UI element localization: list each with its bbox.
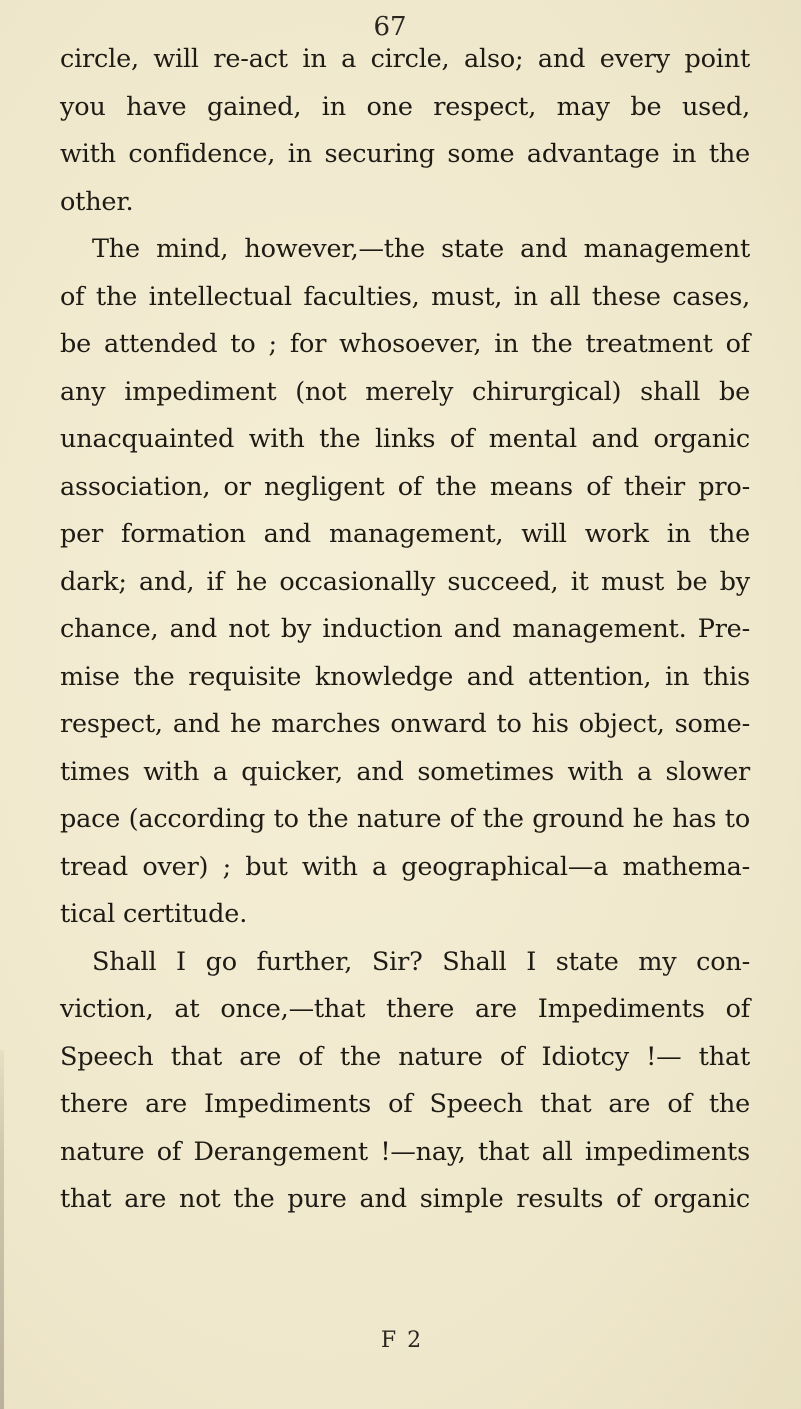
text-line: any impediment (not merely chirurgical) shall be — [60, 376, 750, 407]
text-line: dark; and, if he occasionally succeed, it must be by — [60, 566, 750, 597]
text-line: times with a quicker, and sometimes with a slower — [60, 756, 750, 787]
body-text — [60, 36, 750, 1224]
text-line: chance, and not by induction and management. Pre- — [60, 614, 750, 644]
text-line: that are not the pure and simple results of organic — [60, 1184, 750, 1214]
text-line: Shall I go further, Sir? Shall I state my con- — [92, 946, 750, 977]
text-line: you have gained, in one respect, may be used, — [60, 91, 750, 122]
text-line: circle, will re-act in a circle, also; and every point — [60, 44, 750, 74]
text-line: nature of Derangement !—nay, that all impediments — [60, 1136, 750, 1167]
text-line: there are Impediments of Speech that are of the — [60, 1089, 750, 1119]
text-line: respect, and he marches onward to his object, some- — [60, 709, 750, 739]
text-line: be attended to ; for whosoever, in the treatment of — [60, 329, 750, 359]
text-line: of the intellectual faculties, must, in all these cases, — [60, 281, 750, 312]
text-line: with confidence, in securing some advantage in the — [60, 139, 750, 169]
text-line: The mind, however,—the state and management — [92, 234, 750, 264]
page-edge-shadow — [0, 1050, 4, 1409]
page-number: 67 — [373, 12, 407, 42]
text-line: tread over) ; but with a geographical—a mathema- — [60, 851, 750, 882]
text-line: pace (according to the nature of the ground he has to — [60, 804, 750, 834]
text-line: association, or negligent of the means of their pro- — [60, 471, 750, 502]
text-line: tical certitude. — [60, 899, 248, 929]
text-line: viction, at once,—that there are Impediments of — [60, 994, 750, 1024]
text-line: mise the requisite knowledge and attention, in this — [60, 661, 750, 692]
text-line: unacquainted with the links of mental and organic — [60, 424, 750, 454]
text-line: Speech that are of the nature of Idiotcy !— that — [60, 1041, 750, 1072]
text-line: other. — [60, 186, 134, 217]
text-line: per formation and management, will work in the — [60, 519, 750, 549]
signature-mark: F 2 — [380, 1328, 424, 1353]
